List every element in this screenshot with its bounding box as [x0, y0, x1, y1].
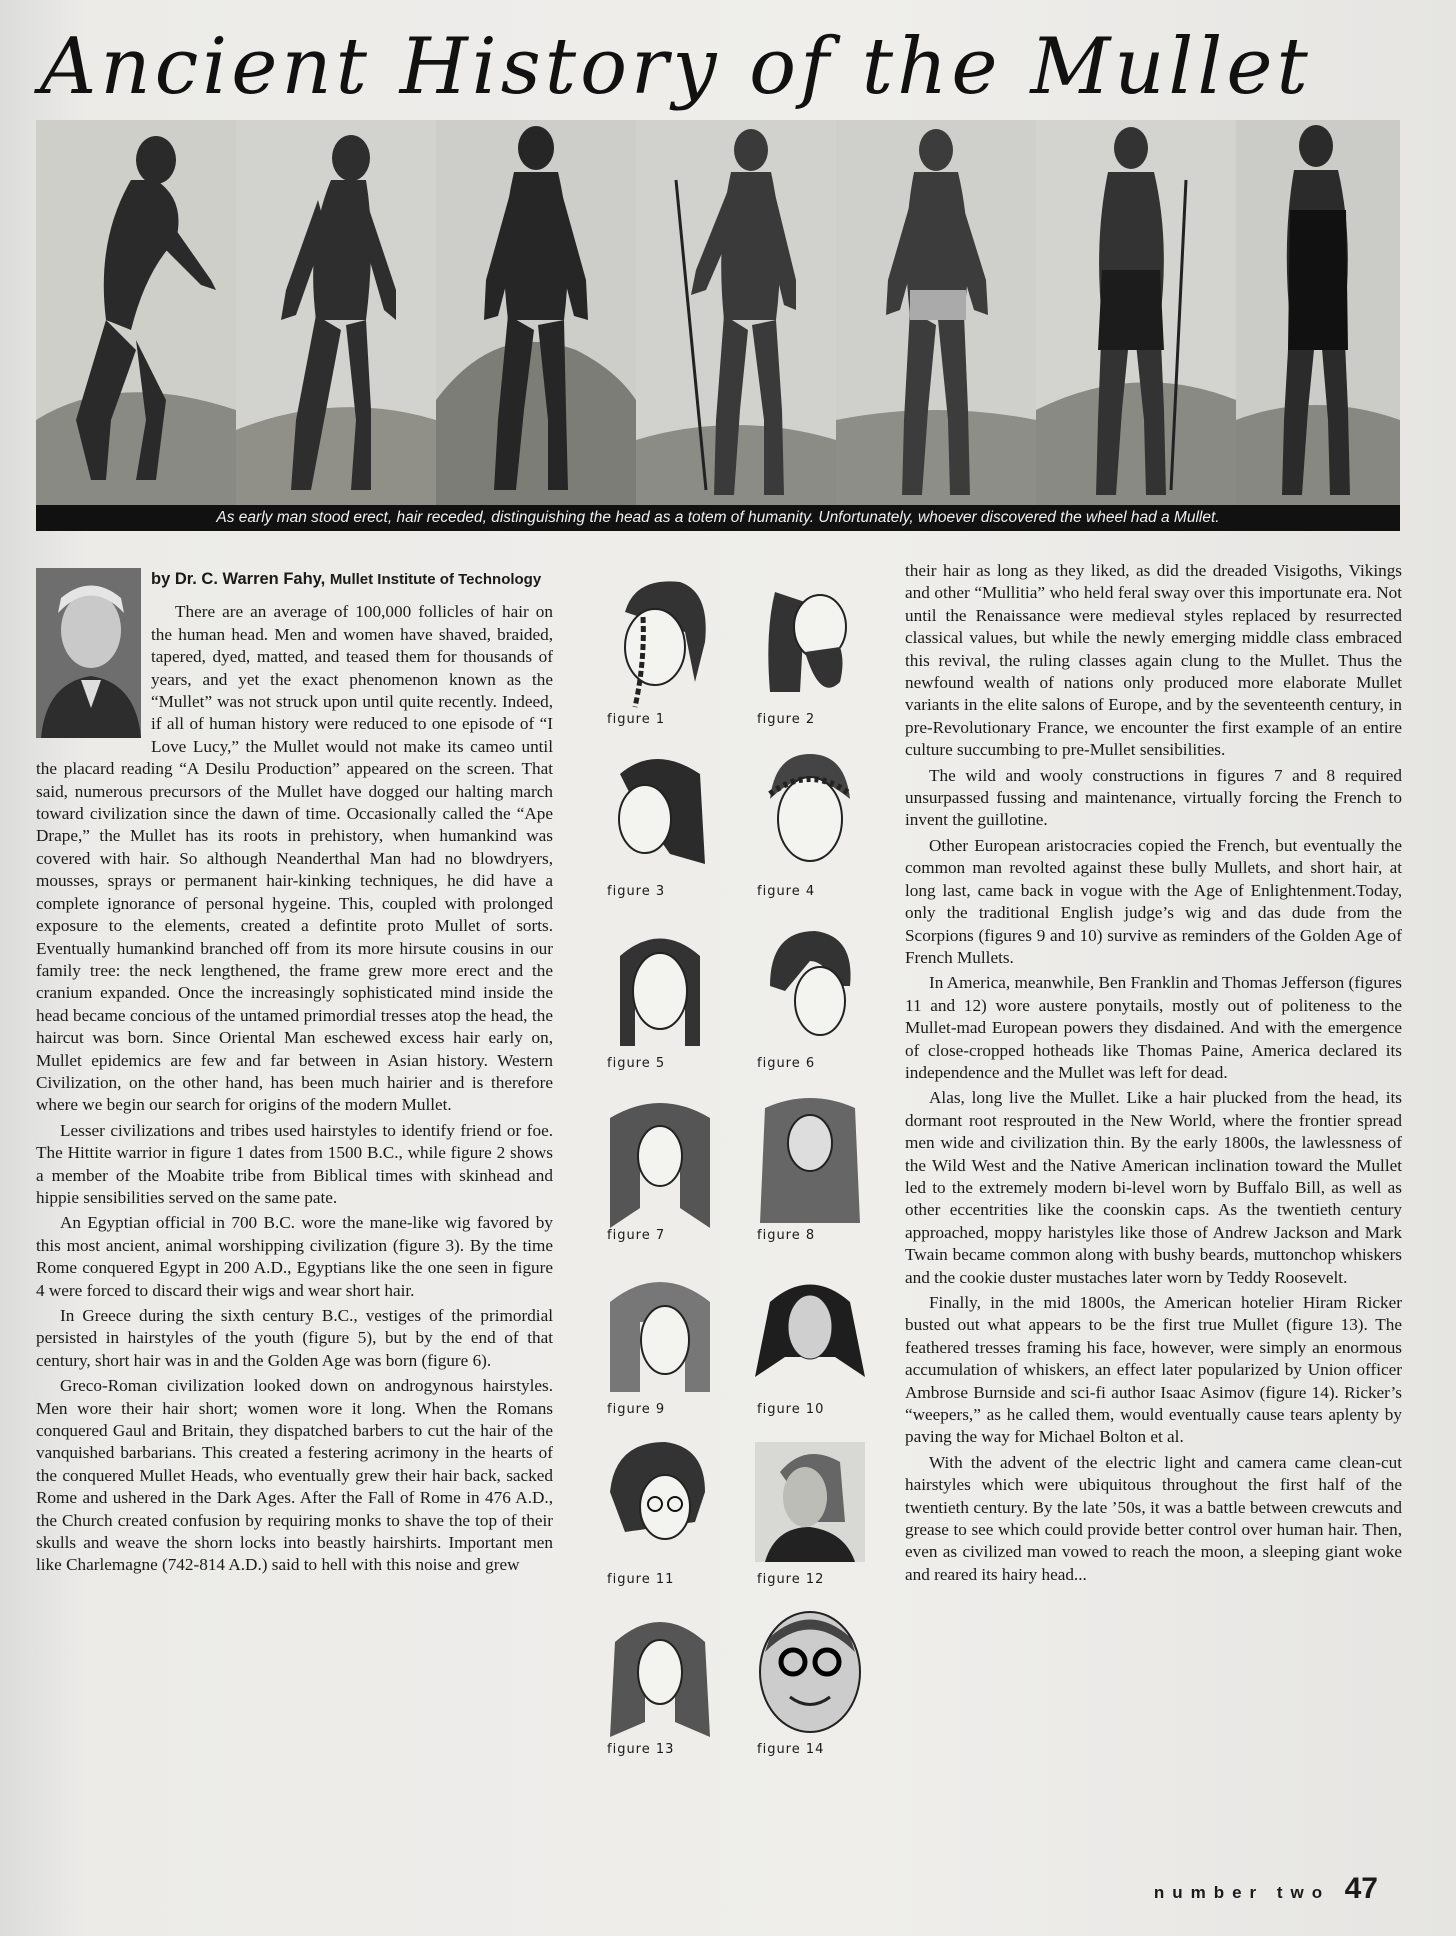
- figure-label: figure 14: [757, 1742, 825, 1757]
- author-portrait: [36, 568, 141, 738]
- evolution-panel-7: [1236, 120, 1400, 505]
- figure-14: [735, 1602, 885, 1757]
- figure-label: figure 6: [757, 1056, 816, 1071]
- figure-label: figure 2: [757, 712, 816, 727]
- evolution-banner: [36, 120, 1400, 507]
- paragraph: An Egyptian official in 700 B.C. wore the mane-like wig favored by this most ancient, animal worshipping civilization (figure 3). By the time Rome conquered Egypt in 200 A.D., Egyptians like the one seen in figure 4 were forced to discard their wigs and wear short hair.: [36, 1213, 553, 1300]
- evolution-panel-5: [836, 120, 1037, 505]
- figure-5: [585, 916, 735, 1071]
- evolution-panel-6: [1036, 120, 1237, 505]
- evolution-panel-2: [236, 120, 437, 505]
- paragraph: In Greece during the sixth century B.C., vestiges of the primordial persisted in hairstyles of the youth (figure 5), but by the end of that century, short hair was in and the Golden Age was born (figure 6).: [36, 1306, 553, 1370]
- paragraph: With the advent of the electric light and camera came clean-cut hairstyles which were ubiquitous throughout the first half of the twentieth century. By the late ’50s, it was a battle between crewcuts and grease to see which could provide better control over human hair. Then, even as civilized man vowed to reach the moon, a sleeping giant woke and reared its hairy head...: [905, 1452, 1402, 1584]
- paragraph: Finally, in the mid 1800s, the American hotelier Hiram Ricker busted out what appears to be the first true Mullet (figure 13). The feathered tresses framing his face, however, were simply an enormous accumulation of whiskers, an effect later popularized by Union officer Ambrose Burnside and sci-fi author Isaac Asimov (figure 14). Ricker’s “weepers,” as he called them, would eventually cause tears aplenty by paving the way for Michael Bolton et al.: [905, 1293, 1402, 1447]
- figure-label: figure 5: [607, 1056, 666, 1071]
- figure-7: [585, 1088, 735, 1243]
- paragraph: Lesser civilizations and tribes used hairstyles to identify friend or foe. The Hittite warrior in figure 1 dates from 1500 B.C., while figure 2 shows a member of the Moabite tribe from Biblical times with skinhead and hippie sensibilities served on the same pate.: [36, 1120, 553, 1207]
- paragraph: There are an average of 100,000 follicles of hair on the human head. Men and women have shaved, braided, tapered, dyed, matted, and teased them for thousands of years, and yet the exact phenomenon known as the “Mullet” was not struck upon until quite recently. Indeed, if all of human history were reduced to one episode of “I Love Lucy,” the Mullet would not make its cameo until the placard reading “A Desilu Production” appeared on the screen. That said, numerous precursors of the Mullet have dogged our halting march toward civilization since the dawn of time. Occasionally called the “Ape Drape,” the Mullet has its roots in prehistory, when humankind was covered with hair. So although Neanderthal Man had no blowdryers, mousses, sprays or permanent hair-kinking techniques, he did have a complete ignorance of personal hygeine. This, coupled with prolonged exposure to the elements, created a defintite proto Mullet of sorts. Eventually humankind branched off from its more hirsute cousins in our family tree: the neck lengthened, the frame grew more erect and the cranium expanded. Once the increasingly sophisticated mind inside the head became concious of the untamed primordial tresses atop the head, the haircut was born. Since Oriental Man eschewed excess hair early on, Mullet epidemics are few and far between in Asian history. Western Civilization, on the other hand, has been much hairier and is therefore where we begin our search for origins of the modern Mullet.: [36, 602, 553, 1115]
- figure-label: figure 8: [757, 1228, 816, 1243]
- figure-label: figure 12: [757, 1572, 825, 1587]
- article-title: Ancient History of the Mullet: [40, 22, 1312, 112]
- figure-6: [735, 916, 885, 1071]
- paragraph: their hair as long as they liked, as did the dreaded Visigoths, Vikings and other “Mullitia” who held feral sway over this importunate era. Not until the Renaissance were medieval styles replaced by resurrected classical values, but while the newly emerging middle class embraced this revival, the ruling classes again clung to the Mullet. Thus the newfound wealth of nations only produced more elaborate Mullet variants in the elite salons of Europe, and by the seventeenth century, in pre-Revolutionary France, we encounter the first example of an entire culture succumbing to pre-Mullet sensibilities.: [905, 561, 1402, 760]
- paragraph: In America, meanwhile, Ben Franklin and Thomas Jefferson (figures 11 and 12) wore austere ponytails, mostly out of politeness to the Mullet-mad European powers they disdained. And with the emergence of close-cropped hotheads like Thomas Paine, America declared its independence and the Mullet was left for dead.: [905, 973, 1402, 1082]
- banner-caption: As early man stood erect, hair receded, distinguishing the head as a totem of humanity. Unfortunately, whoever discovered the wheel had a Mullet.: [36, 505, 1400, 531]
- paragraph: The wild and wooly constructions in figures 7 and 8 required unsurpassed fussing and maintenance, virtually forcing the French to invent the guillotine.: [905, 765, 1402, 830]
- figure-1: [585, 572, 735, 727]
- paragraph: Alas, long live the Mullet. Like a hair plucked from the head, its dormant root resprouted in the New World, where the frontier spread men wide and civilization thin. By the early 1800s, the lawlessness of the Wild West and the Native American inclination toward the Mullet led to the extremely modern bi-level worn by Buffalo Bill, as well as other eccentrities like the coonskin caps. As the twentieth century approached, moppy haristyles like those of Andrew Jackson and Mark Twain became common along with bushy beards, muttonchop whiskers and the cookie duster mustaches later worn by Teddy Roosevelt.: [905, 1088, 1402, 1287]
- figure-13: [585, 1602, 735, 1757]
- author-name: by Dr. C. Warren Fahy,: [151, 570, 326, 588]
- figure-label: figure 9: [607, 1402, 666, 1417]
- figure-10: [735, 1262, 885, 1417]
- figure-label: figure 11: [607, 1572, 675, 1587]
- paragraph: Other European aristocracies copied the French, but eventually the common man revolted against these bully Mullets, and short hair, at long last, came back in vogue with the Age of Enlightenment.Today, only the traditional English judge’s wig and das dude from the Scorpions (figures 9 and 10) survive as reminders of the Golden Age of French Mullets.: [905, 835, 1402, 967]
- article-column-1: [36, 560, 553, 1580]
- figure-label: figure 1: [607, 712, 666, 727]
- magazine-issue: number two: [1153, 1883, 1331, 1902]
- figure-label: figure 13: [607, 1742, 675, 1757]
- figure-label: figure 10: [757, 1402, 825, 1417]
- page-footer: [1154, 1872, 1378, 1906]
- evolution-panel-1: [36, 120, 237, 505]
- figure-4: [735, 744, 885, 899]
- figure-grid: [585, 572, 885, 1862]
- figure-2: [735, 572, 885, 727]
- figure-9: [585, 1262, 735, 1417]
- author-institute: Mullet Institute of Technology: [329, 571, 542, 588]
- figure-3: [585, 744, 735, 899]
- figure-label: figure 4: [757, 884, 816, 899]
- figure-12: [735, 1432, 885, 1587]
- evolution-panel-4: [636, 120, 837, 505]
- paragraph: Greco-Roman civilization looked down on androgynous hairstyles. Men wore their hair short; women wore it long. When the Romans conquered Gaul and Britain, they dispatched barbers to cut the hair of the vanquished barbarians. This created a festering acrimony in the hearts of the conquered Mullet Heads, who eventually grew their hair back, sacked Rome and ushered in the Dark Ages. After the Fall of Rome in 476 A.D., the Church created confusion by requiring monks to shave the top of their skulls and weave the shorn locks into beastly hairshirts. Important men like Charlemagne (742-814 A.D.) said to hell with this noise and grew: [36, 1376, 553, 1575]
- article-column-3: [905, 560, 1402, 1589]
- evolution-panel-3: [436, 120, 637, 505]
- figure-label: figure 7: [607, 1228, 666, 1243]
- figure-11: [585, 1432, 735, 1587]
- figure-label: figure 3: [607, 884, 666, 899]
- figure-8: [735, 1088, 885, 1243]
- page-number: 47: [1344, 1872, 1378, 1905]
